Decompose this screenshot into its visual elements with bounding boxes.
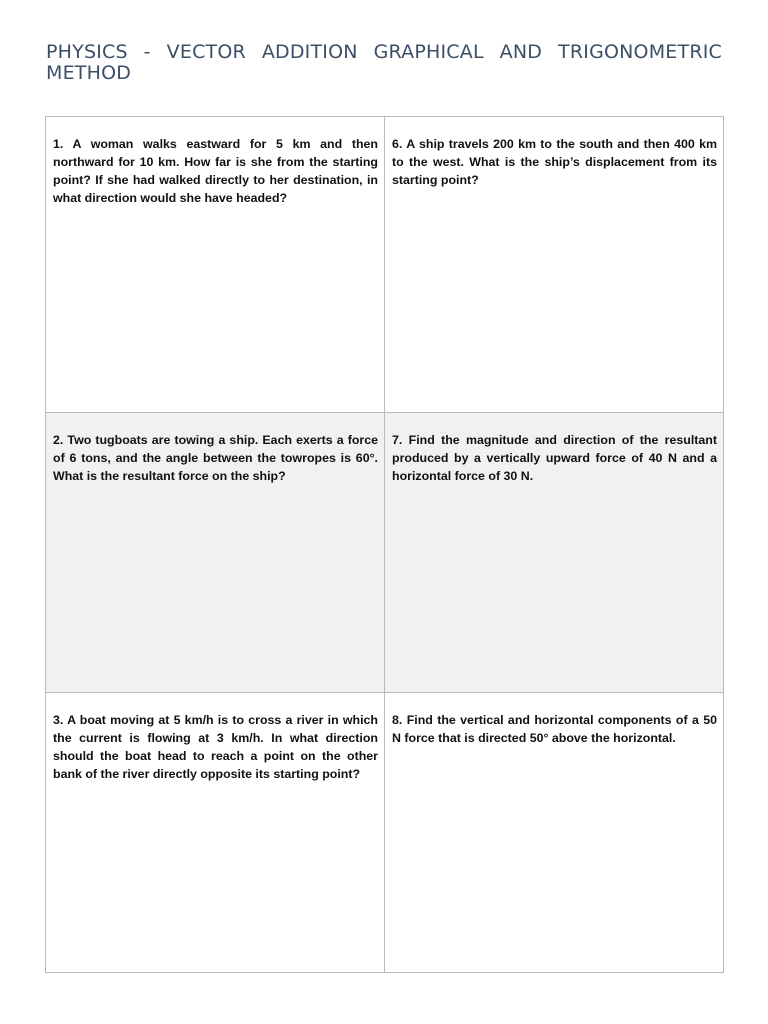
question-cell-6 [385,117,724,413]
worksheet-table [45,116,724,973]
question-2-text: 2. Two tugboats are towing a ship. Each exerts a force of 6 tons, and the angle between the towropes is 60°. What is the resultant force on the ship? [53,433,378,484]
question-cell-8 [385,692,724,972]
question-1-text: 1. A woman walks eastward for 5 km and then northward for 10 km. How far is she from the starting point? If she had walked directly to her destination, in what direction would she have headed? [53,137,378,205]
question-cell-3 [46,692,385,972]
table-row [46,692,724,972]
table-row [46,117,724,413]
question-cell-1 [46,117,385,413]
page-title: PHYSICS - VECTOR ADDITION GRAPHICAL AND TRIGONOMETRIC METHOD [46,41,722,84]
question-8-text: 8. Find the vertical and horizontal components of a 50 N force that is directed 50° above the horizontal. [392,712,717,745]
question-7-text: 7. Find the magnitude and direction of the resultant produced by a vertically upward force of 40 N and a horizontal force of 30 N. [392,433,717,484]
question-cell-2 [46,413,385,692]
question-3-text: 3. A boat moving at 5 km/h is to cross a river in which the current is flowing at 3 km/h. In what direction should the boat head to reach a point on the other bank of the river directly opposite its starting point? [53,712,378,781]
table-row [46,413,724,692]
question-6-text: 6. A ship travels 200 km to the south and then 400 km to the west. What is the ship’s displacement from its starting point? [392,137,717,187]
question-cell-7 [385,413,724,692]
